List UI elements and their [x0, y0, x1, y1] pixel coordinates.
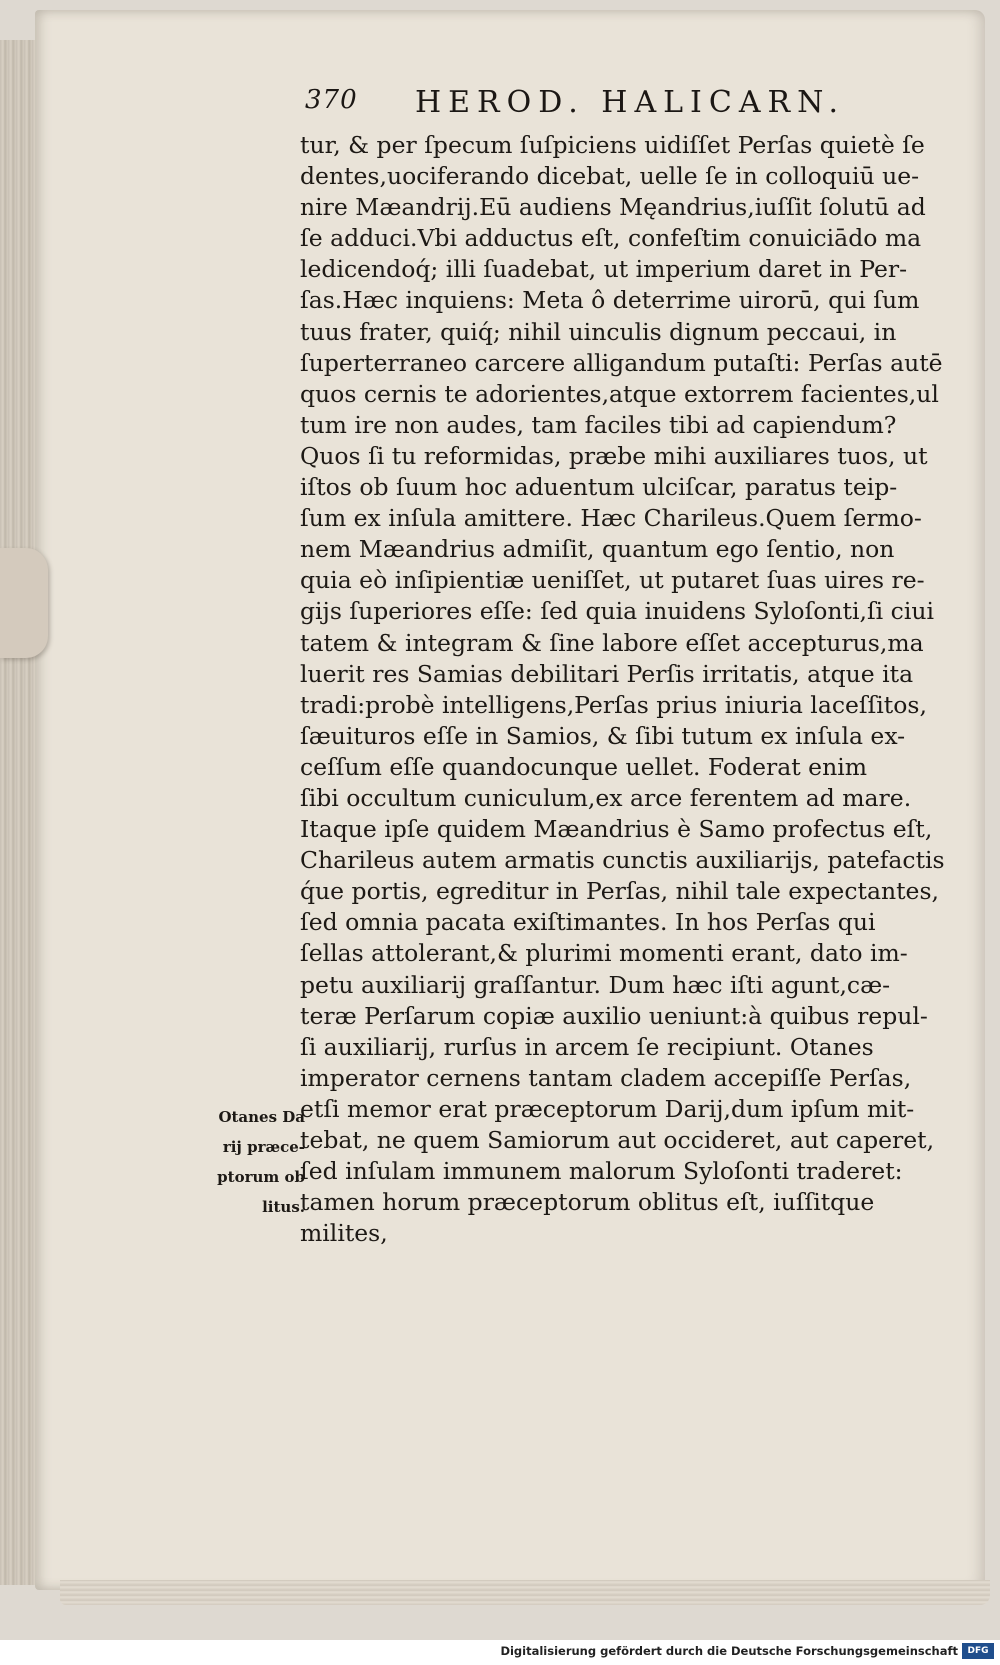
- text-line: ſas.Hæc inquiens: Meta ô deterrime uirorū, qui ſum: [300, 286, 920, 315]
- marginal-note-line: ptorum ob: [217, 1168, 305, 1186]
- text-line: tamen horum præceptorum oblitus eſt, iuſſitque: [300, 1188, 875, 1217]
- marginal-note-line: Otanes Da: [218, 1108, 305, 1126]
- text-line: milites,: [300, 1219, 388, 1248]
- text-line: q́ue portis, egreditur in Perſas, nihil tale expectantes,: [300, 877, 939, 906]
- text-line: ſellas attolerant,& plurimi momenti erant, dato im-: [300, 939, 908, 968]
- marginal-note-line: rij præce-: [222, 1138, 305, 1156]
- text-line: ſe adduci.Vbi adductus eſt, confeſtim conuiciādo ma: [300, 224, 922, 253]
- text-line: tradi:probè intelligens,Perſas prius iniuria laceſſitos,: [300, 690, 927, 719]
- text-line: gijs ſuperiores eſſe: ſed quia inuidens Syloſonti,ſi ciui: [300, 597, 934, 626]
- text-line: quia eò inſipientiæ ueniſſet, ut putaret ſuas uires re-: [300, 566, 925, 595]
- page-header: [305, 85, 865, 125]
- text-line: Quos ſi tu reformidas, præbe mihi auxiliares tuos, ut: [300, 441, 928, 470]
- text-line: ſed inſulam immunem malorum Syloſonti traderet:: [300, 1157, 903, 1186]
- dfg-logo: DFG: [962, 1643, 994, 1659]
- text-line: Itaque ipſe quidem Mæandrius è Samo profectus eſt,: [300, 815, 933, 844]
- text-line: ſi auxiliarij, rurſus in arcem ſe recipiunt. Otanes: [300, 1032, 874, 1061]
- text-line: ledicendoq́; illi ſuadebat, ut imperium daret in Per-: [300, 255, 908, 284]
- marginal-note-line: litus.: [262, 1198, 305, 1216]
- text-line: Charileus autem armatis cunctis auxiliarijs, patefactis: [300, 846, 945, 875]
- page-bottom-edge: [60, 1580, 990, 1605]
- page-tab-marker: [0, 548, 48, 658]
- text-line: quos cernis te adorientes,atque extorrem facientes,ul: [300, 379, 939, 408]
- text-line: etſi memor erat præceptorum Darij,dum ipſum mit-: [300, 1094, 915, 1123]
- text-line: teræ Perſarum copiæ auxilio ueniunt:à quibus repul-: [300, 1001, 928, 1030]
- footer-credit: Digitalisierung gefördert durch die Deutsche Forschungsgemeinschaft: [500, 1644, 958, 1658]
- text-line: tum ire non audes, tam faciles tibi ad capiendum?: [300, 410, 897, 439]
- text-line: tur, & per ſpecum ſuſpiciens uidiſſet Perſas quietè ſe: [300, 131, 925, 159]
- text-line: imperator cernens tantam cladem accepiſſe Perſas,: [300, 1063, 912, 1092]
- text-line: luerit res Samias debilitari Perſis irritatis, atque ita: [300, 659, 914, 688]
- text-line: ſæuituros eſſe in Samios, & ſibi tutum ex inſula ex-: [300, 721, 906, 750]
- text-line: dentes,uociferando dicebat, uelle ſe in colloquiū ue-: [300, 162, 920, 191]
- text-line: ſum ex inſula amittere. Hæc Charileus.Quem ſermo-: [300, 504, 922, 533]
- text-line: nire Mæandrij.Eū audiens Męandrius,iuſſit ſolutū ad: [300, 193, 926, 222]
- text-line: ceſſum eſſe quandocunque uellet. Foderat enim: [300, 752, 868, 781]
- running-title: HEROD. HALICARN.: [415, 85, 845, 120]
- footer-bar: [0, 1640, 1000, 1665]
- text-line: tebat, ne quem Samiorum aut occideret, aut caperet,: [300, 1126, 935, 1154]
- marginal-note: [185, 1102, 305, 1222]
- text-line: nem Mæandrius admiſit, quantum ego ſentio, non: [300, 535, 895, 564]
- text-line: iſtos ob ſuum hoc aduentum ulciſcar, paratus teip-: [300, 473, 898, 502]
- text-line: petu auxiliarij graſſantur. Dum hæc iſti agunt,cæ-: [300, 970, 891, 999]
- main-text: [300, 130, 945, 1249]
- text-line: ſibi occultum cuniculum,ex arce ferentem ad mare.: [300, 783, 912, 812]
- page-number: 370: [305, 85, 358, 115]
- text-line: tuus frater, quiq́; nihil uinculis dignum peccaui, in: [300, 317, 897, 346]
- book-page-edges: [0, 40, 40, 1585]
- text-line: ſed omnia pacata exiſtimantes. In hos Perſas qui: [300, 908, 876, 937]
- text-line: ſuperterraneo carcere alligandum putaſti: Perſas autē: [300, 348, 943, 377]
- text-line: tatem & integram & ſine labore eſſet accepturus,ma: [300, 628, 924, 657]
